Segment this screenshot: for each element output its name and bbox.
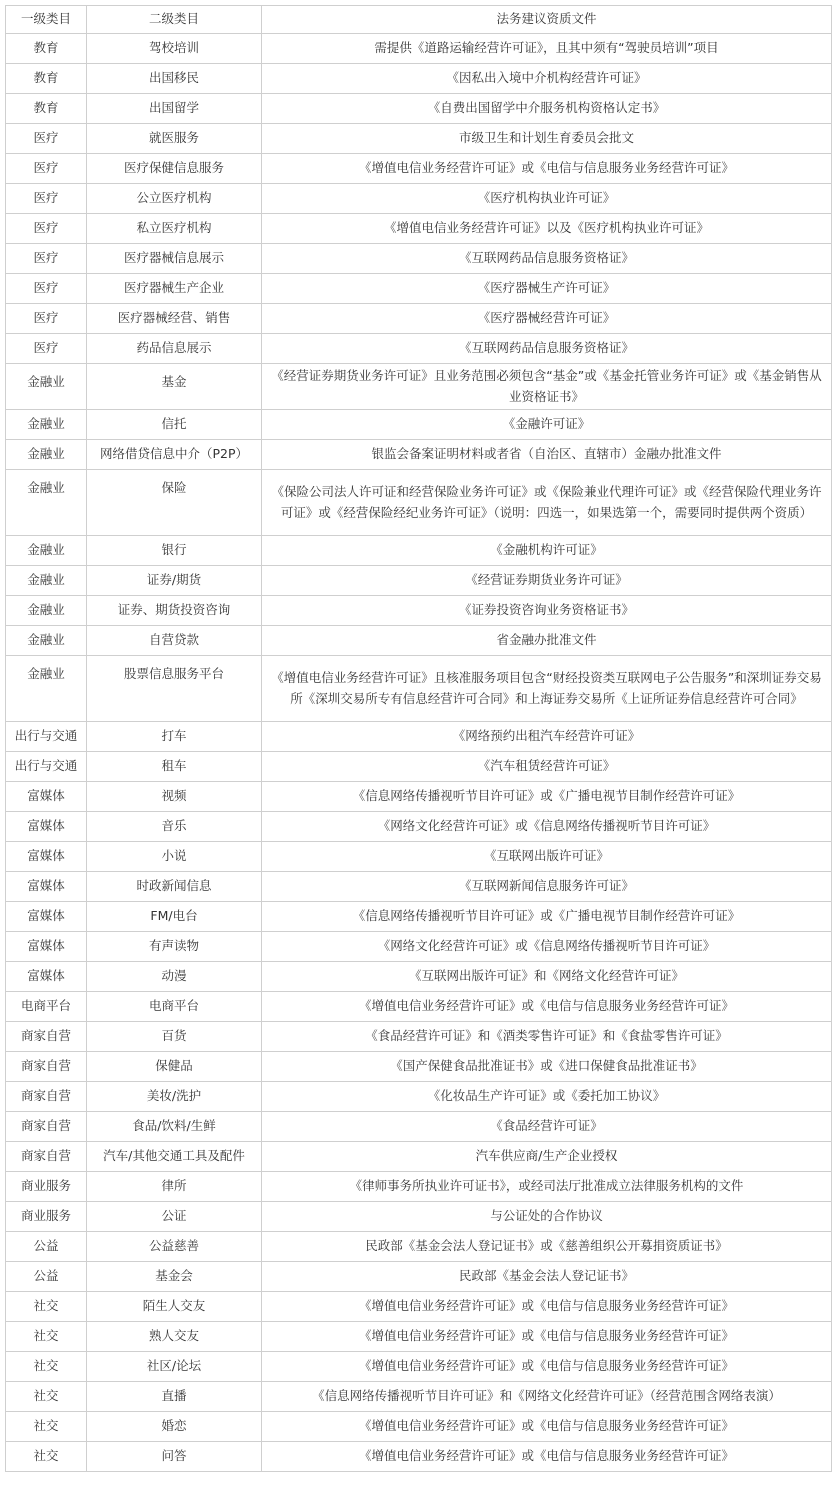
primary-category-cell: 富媒体 [6,842,87,872]
table-row [6,124,832,154]
header-secondary-category: 二级类目 [87,6,262,34]
legal-documents-cell: 与公证处的合作协议 [262,1202,832,1232]
legal-documents-cell: 《自费出国留学中介服务机构资格认定书》 [262,94,832,124]
table-row [6,1352,832,1382]
secondary-category-cell: 医疗器械信息展示 [87,244,262,274]
primary-category-cell: 公益 [6,1262,87,1292]
table-row [6,214,832,244]
table-row [6,1022,832,1052]
table-row [6,752,832,782]
legal-documents-cell: 《金融许可证》 [262,410,832,440]
primary-category-cell: 商家自营 [6,1082,87,1112]
table-row [6,184,832,214]
legal-documents-cell: 《食品经营许可证》 [262,1112,832,1142]
secondary-category-cell: 公证 [87,1202,262,1232]
secondary-category-cell: 就医服务 [87,124,262,154]
primary-category-cell: 教育 [6,64,87,94]
table-row [6,1412,832,1442]
table-row [6,410,832,440]
primary-category-cell: 金融业 [6,440,87,470]
legal-documents-cell: 《增值电信业务经营许可证》或《电信与信息服务业务经营许可证》 [262,1412,832,1442]
legal-documents-cell: 《金融机构许可证》 [262,536,832,566]
table-row [6,1052,832,1082]
table-row [6,1082,832,1112]
legal-documents-cell: 需提供《道路运输经营许可证》，且其中须有“驾驶员培训”项目 [262,34,832,64]
primary-category-cell: 医疗 [6,124,87,154]
secondary-category-cell: 基金会 [87,1262,262,1292]
table-row [6,154,832,184]
table-row [6,626,832,656]
secondary-category-cell: 音乐 [87,812,262,842]
table-row [6,64,832,94]
table-row [6,722,832,752]
primary-category-cell: 金融业 [6,566,87,596]
table-row [6,932,832,962]
primary-category-cell: 商家自营 [6,1052,87,1082]
table-row [6,440,832,470]
primary-category-cell: 社交 [6,1442,87,1472]
primary-category-cell: 电商平台 [6,992,87,1022]
legal-documents-cell: 民政部《基金会法人登记证书》或《慈善组织公开募捐资质证书》 [262,1232,832,1262]
table-row [6,656,832,722]
legal-documents-cell: 《增值电信业务经营许可证》或《电信与信息服务业务经营许可证》 [262,1352,832,1382]
secondary-category-cell: 网络借贷信息中介（P2P） [87,440,262,470]
table-row [6,1112,832,1142]
table-row [6,94,832,124]
primary-category-cell: 医疗 [6,334,87,364]
legal-documents-cell: 《互联网药品信息服务资格证》 [262,244,832,274]
table-row [6,470,832,536]
primary-category-cell: 富媒体 [6,932,87,962]
table-row [6,812,832,842]
primary-category-cell: 金融业 [6,410,87,440]
secondary-category-cell: 食品/饮料/生鲜 [87,1112,262,1142]
table-row [6,1292,832,1322]
table-row [6,1382,832,1412]
primary-category-cell: 社交 [6,1382,87,1412]
table-row [6,1232,832,1262]
primary-category-cell: 医疗 [6,304,87,334]
legal-documents-cell: 《医疗器械经营许可证》 [262,304,832,334]
primary-category-cell: 医疗 [6,154,87,184]
header-legal-documents: 法务建议资质文件 [262,6,832,34]
legal-documents-cell: 《律师事务所执业许可证书》，或经司法厅批准成立法律服务机构的文件 [262,1172,832,1202]
table-header-row [6,6,832,34]
secondary-category-cell: 直播 [87,1382,262,1412]
table-row [6,1202,832,1232]
table-row [6,1442,832,1472]
secondary-category-cell: 公立医疗机构 [87,184,262,214]
secondary-category-cell: 驾校培训 [87,34,262,64]
primary-category-cell: 富媒体 [6,812,87,842]
primary-category-cell: 商业服务 [6,1202,87,1232]
secondary-category-cell: 视频 [87,782,262,812]
table-row [6,364,832,410]
legal-documents-cell: 《医疗机构执业许可证》 [262,184,832,214]
primary-category-cell: 金融业 [6,364,87,410]
table-row [6,536,832,566]
secondary-category-cell: 证券/期货 [87,566,262,596]
legal-documents-cell: 《增值电信业务经营许可证》或《电信与信息服务业务经营许可证》 [262,992,832,1022]
secondary-category-cell: 出国留学 [87,94,262,124]
legal-documents-cell: 《证券投资咨询业务资格证书》 [262,596,832,626]
qualification-table [5,5,832,1472]
secondary-category-cell: 百货 [87,1022,262,1052]
legal-documents-cell: 《保险公司法人许可证和经营保险业务许可证》或《保险兼业代理许可证》或《经营保险代理业务许可证》或《经营保险经纪业务许可证》（说明：四选一，如果选第一个，需要同时提供两个资质） [262,470,832,536]
secondary-category-cell: 私立医疗机构 [87,214,262,244]
legal-documents-cell: 《增值电信业务经营许可证》且核准服务项目包含“财经投资类互联网电子公告服务”和深圳证券交易所《深圳交易所专有信息经营许可合同》和上海证券交易所《上证所证券信息经营许可合同》 [262,656,832,722]
secondary-category-cell: 动漫 [87,962,262,992]
primary-category-cell: 出行与交通 [6,722,87,752]
secondary-category-cell: 医疗器械经营、销售 [87,304,262,334]
primary-category-cell: 教育 [6,34,87,64]
legal-documents-cell: 汽车供应商/生产企业授权 [262,1142,832,1172]
primary-category-cell: 富媒体 [6,782,87,812]
secondary-category-cell: 问答 [87,1442,262,1472]
table-row [6,34,832,64]
table-row [6,304,832,334]
secondary-category-cell: 基金 [87,364,262,410]
header-primary-category: 一级类目 [6,6,87,34]
primary-category-cell: 社交 [6,1322,87,1352]
legal-documents-cell: 《增值电信业务经营许可证》或《电信与信息服务业务经营许可证》 [262,1442,832,1472]
secondary-category-cell: 保险 [87,470,262,536]
table-row [6,334,832,364]
table-row [6,842,832,872]
primary-category-cell: 商家自营 [6,1142,87,1172]
primary-category-cell: 医疗 [6,274,87,304]
secondary-category-cell: 律所 [87,1172,262,1202]
primary-category-cell: 教育 [6,94,87,124]
legal-documents-cell: 《医疗器械生产许可证》 [262,274,832,304]
legal-documents-cell: 《互联网出版许可证》和《网络文化经营许可证》 [262,962,832,992]
legal-documents-cell: 《互联网出版许可证》 [262,842,832,872]
secondary-category-cell: 陌生人交友 [87,1292,262,1322]
legal-documents-cell: 省金融办批准文件 [262,626,832,656]
legal-documents-cell: 《食品经营许可证》和《酒类零售许可证》和《食盐零售许可证》 [262,1022,832,1052]
secondary-category-cell: 打车 [87,722,262,752]
primary-category-cell: 社交 [6,1412,87,1442]
table-row [6,1322,832,1352]
primary-category-cell: 医疗 [6,214,87,244]
secondary-category-cell: 保健品 [87,1052,262,1082]
legal-documents-cell: 《网络预约出租汽车经营许可证》 [262,722,832,752]
legal-documents-cell: 《国产保健食品批准证书》或《进口保健食品批准证书》 [262,1052,832,1082]
legal-documents-cell: 《增值电信业务经营许可证》或《电信与信息服务业务经营许可证》 [262,1322,832,1352]
legal-documents-cell: 《网络文化经营许可证》或《信息网络传播视听节目许可证》 [262,812,832,842]
secondary-category-cell: 自营贷款 [87,626,262,656]
table-row [6,1172,832,1202]
primary-category-cell: 金融业 [6,596,87,626]
legal-documents-cell: 《经营证券期货业务许可证》 [262,566,832,596]
primary-category-cell: 公益 [6,1232,87,1262]
table-row [6,872,832,902]
primary-category-cell: 医疗 [6,244,87,274]
table-body [6,34,832,1472]
table-row [6,782,832,812]
legal-documents-cell: 《网络文化经营许可证》或《信息网络传播视听节目许可证》 [262,932,832,962]
secondary-category-cell: 医疗保健信息服务 [87,154,262,184]
primary-category-cell: 商家自营 [6,1022,87,1052]
secondary-category-cell: 租车 [87,752,262,782]
table-row [6,1262,832,1292]
table-row [6,992,832,1022]
secondary-category-cell: 时政新闻信息 [87,872,262,902]
primary-category-cell: 金融业 [6,656,87,722]
legal-documents-cell: 《增值电信业务经营许可证》或《电信与信息服务业务经营许可证》 [262,1292,832,1322]
legal-documents-cell: 《化妆品生产许可证》或《委托加工协议》 [262,1082,832,1112]
legal-documents-cell: 《增值电信业务经营许可证》以及《医疗机构执业许可证》 [262,214,832,244]
primary-category-cell: 医疗 [6,184,87,214]
secondary-category-cell: 股票信息服务平台 [87,656,262,722]
legal-documents-cell: 市级卫生和计划生育委员会批文 [262,124,832,154]
secondary-category-cell: 信托 [87,410,262,440]
secondary-category-cell: 出国移民 [87,64,262,94]
table-row [6,566,832,596]
primary-category-cell: 金融业 [6,626,87,656]
legal-documents-cell: 《经营证券期货业务许可证》且业务范围必须包含“基金”或《基金托管业务许可证》或《基金销售从业资格证书》 [262,364,832,410]
primary-category-cell: 社交 [6,1292,87,1322]
table-row [6,596,832,626]
secondary-category-cell: 证券、期货投资咨询 [87,596,262,626]
primary-category-cell: 出行与交通 [6,752,87,782]
legal-documents-cell: 《汽车租赁经营许可证》 [262,752,832,782]
primary-category-cell: 富媒体 [6,962,87,992]
primary-category-cell: 金融业 [6,536,87,566]
table-row [6,902,832,932]
primary-category-cell: 富媒体 [6,872,87,902]
primary-category-cell: 金融业 [6,470,87,536]
secondary-category-cell: 小说 [87,842,262,872]
table-row [6,962,832,992]
primary-category-cell: 商家自营 [6,1112,87,1142]
secondary-category-cell: 汽车/其他交通工具及配件 [87,1142,262,1172]
table-row [6,1142,832,1172]
legal-documents-cell: 银监会备案证明材料或者省（自治区、直辖市）金融办批准文件 [262,440,832,470]
secondary-category-cell: FM/电台 [87,902,262,932]
legal-documents-cell: 《增值电信业务经营许可证》或《电信与信息服务业务经营许可证》 [262,154,832,184]
primary-category-cell: 富媒体 [6,902,87,932]
secondary-category-cell: 银行 [87,536,262,566]
secondary-category-cell: 婚恋 [87,1412,262,1442]
legal-documents-cell: 《互联网药品信息服务资格证》 [262,334,832,364]
legal-documents-cell: 《因私出入境中介机构经营许可证》 [262,64,832,94]
secondary-category-cell: 医疗器械生产企业 [87,274,262,304]
secondary-category-cell: 熟人交友 [87,1322,262,1352]
legal-documents-cell: 《互联网新闻信息服务许可证》 [262,872,832,902]
legal-documents-cell: 民政部《基金会法人登记证书》 [262,1262,832,1292]
legal-documents-cell: 《信息网络传播视听节目许可证》和《网络文化经营许可证》（经营范围含网络表演） [262,1382,832,1412]
secondary-category-cell: 公益慈善 [87,1232,262,1262]
secondary-category-cell: 有声读物 [87,932,262,962]
legal-documents-cell: 《信息网络传播视听节目许可证》或《广播电视节目制作经营许可证》 [262,782,832,812]
table-row [6,244,832,274]
primary-category-cell: 商业服务 [6,1172,87,1202]
secondary-category-cell: 药品信息展示 [87,334,262,364]
secondary-category-cell: 社区/论坛 [87,1352,262,1382]
secondary-category-cell: 电商平台 [87,992,262,1022]
legal-documents-cell: 《信息网络传播视听节目许可证》或《广播电视节目制作经营许可证》 [262,902,832,932]
table-row [6,274,832,304]
primary-category-cell: 社交 [6,1352,87,1382]
secondary-category-cell: 美妆/洗护 [87,1082,262,1112]
